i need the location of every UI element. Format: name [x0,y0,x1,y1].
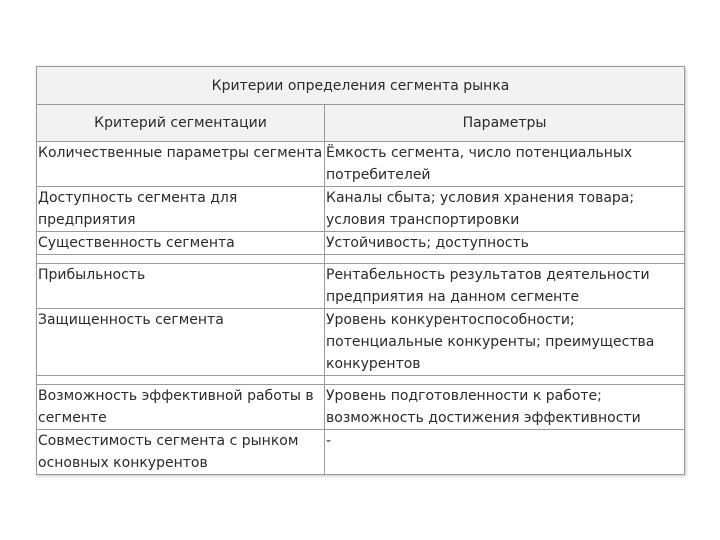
table-row [37,187,685,232]
table-row [37,309,685,376]
spacer-row [37,255,685,264]
parameters-cell: Рентабельность результатов деятельности предприятия на данном сегменте [325,264,685,309]
criterion-cell: Возможность эффективной работы в сегменте [37,385,325,430]
parameters-cell: - [325,430,685,475]
criterion-cell: Доступность сегмента для предприятия [37,187,325,232]
table-row [37,385,685,430]
table-row [37,430,685,475]
table-title: Критерии определения сегмента рынка [37,67,685,105]
column-header-criterion: Критерий сегментации [37,105,325,142]
column-header-parameters: Параметры [325,105,685,142]
criterion-cell: Существенность сегмента [37,232,325,255]
table-row [37,264,685,309]
table-title-row [37,67,685,105]
table-row [37,142,685,187]
criterion-cell: Прибыльность [37,264,325,309]
criterion-cell: Совместимость сегмента с рынком основных конкурентов [37,430,325,475]
parameters-cell: Уровень подготовленности к работе; возможность достижения эффективности [325,385,685,430]
table-header-row [37,105,685,142]
segment-criteria-table [36,66,685,475]
parameters-cell: Ёмкость сегмента, число потенциальных потребителей [325,142,685,187]
parameters-cell: Уровень конкурентоспособности; потенциальные конкуренты; преимущества конкурентов [325,309,685,376]
criterion-cell: Количественные параметры сегмента [37,142,325,187]
spacer-row [37,376,685,385]
parameters-cell: Устойчивость; доступность [325,232,685,255]
table-row [37,232,685,255]
criterion-cell: Защищенность сегмента [37,309,325,376]
parameters-cell: Каналы сбыта; условия хранения товара; условия транспортировки [325,187,685,232]
